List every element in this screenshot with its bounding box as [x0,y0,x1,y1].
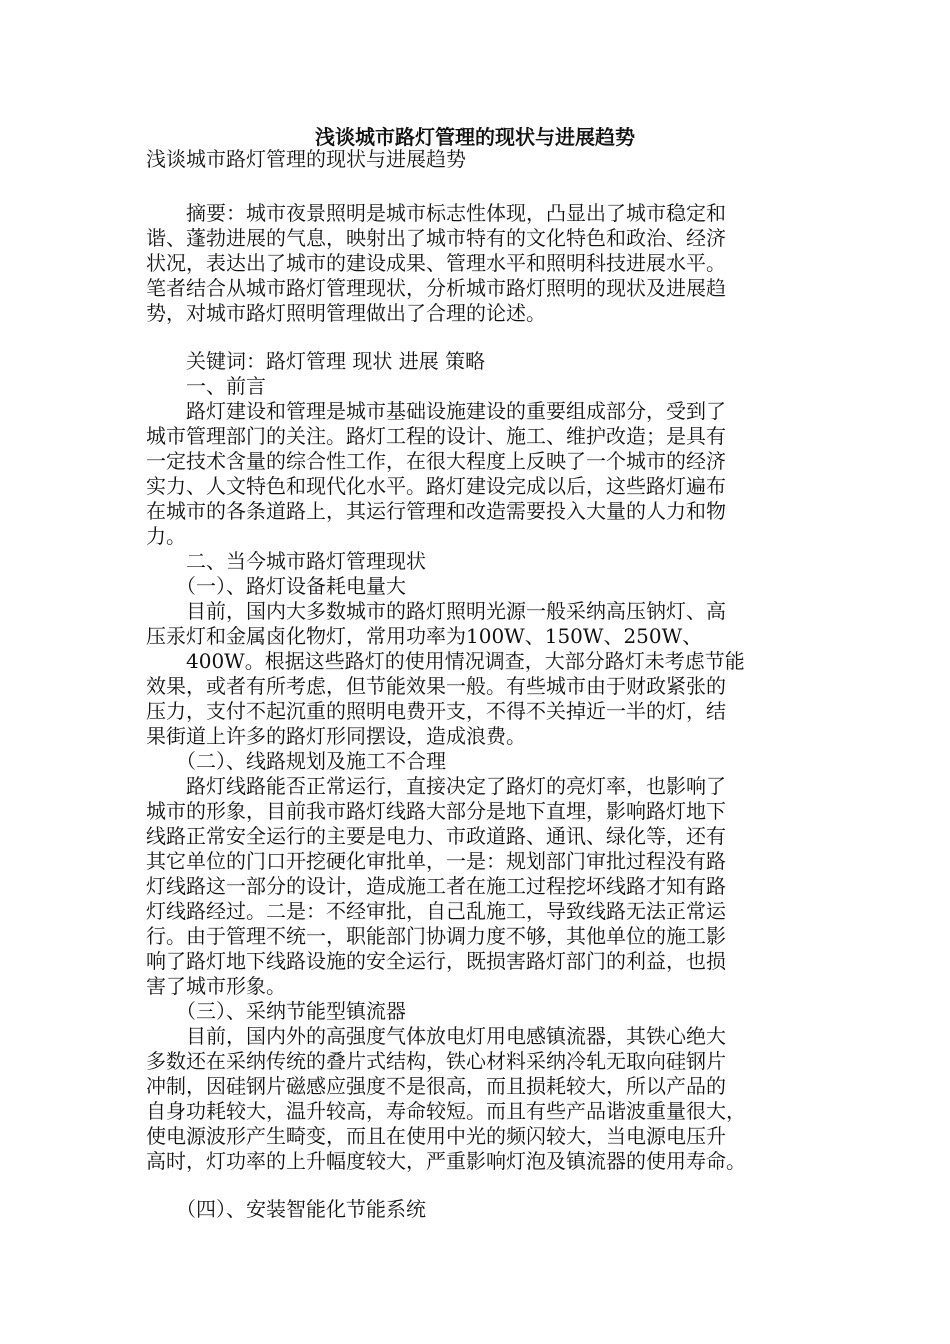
subtitle-line: 浅谈城市路灯管理的现状与进展趋势 [146,147,466,171]
subsection-heading: （四）、安装智能化节能系统 [146,1197,426,1221]
keywords-line: 关键词：路灯管理 现状 进展 策略 [146,349,486,373]
paragraph-line: 压力，支付不起沉重的照明电费开支，不得不关掉近一半的灯，结 [146,699,726,723]
paragraph-line: 目前，国内大多数城市的路灯照明光源一般采纳高压钠灯、高 [146,599,726,623]
paragraph-line: 灯线路这一部分的设计，造成施工者在施工过程挖坏线路才知有路 [146,874,726,898]
paragraph-line: 路灯建设和管理是城市基础设施建设的重要组成部分，受到了 [146,399,726,423]
abstract-line: 状况，表达出了城市的建设成果、管理水平和照明科技进展水平。 [146,251,726,275]
paragraph-line: 其它单位的门口开挖硬化审批单，一是：规划部门审批过程没有路 [146,849,726,873]
paragraph-line: 自身功耗较大，温升较高，寿命较短。而且有些产品谐波重量很大， [146,1099,746,1123]
paragraph-line: 害了城市形象。 [146,974,286,998]
paragraph-line: 实力、人文特色和现代化水平。路灯建设完成以后，这些路灯遍布 [146,474,726,498]
paragraph-line: 城市的形象，目前我市路灯线路大部分是地下直埋，影响路灯地下 [146,799,726,823]
paragraph-line: 灯线路经过。二是：不经审批，自己乱施工，导致线路无法正常运 [146,899,726,923]
paragraph-line: 高时，灯功率的上升幅度较大，严重影响灯泡及镇流器的使用寿命。 [146,1149,746,1173]
subsection-heading: （二）、线路规划及施工不合理 [146,749,446,773]
paragraph-line: 一定技术含量的综合性工作，在很大程度上反映了一个城市的经济 [146,449,726,473]
paragraph-line: 行。由于管理不统一，职能部门协调力度不够，其他单位的施工影 [146,924,726,948]
abstract-line: 势，对城市路灯照明管理做出了合理的论述。 [146,301,546,325]
paragraph-line: 多数还在采纳传统的叠片式结构，铁心材料采纳冷轧无取向硅钢片 [146,1049,726,1073]
paragraph-line: 力。 [146,524,186,548]
paragraph-line: 冲制，因硅钢片磁感应强度不是很高，而且损耗较大，所以产品的 [146,1074,726,1098]
paragraph-line: 使电源波形产生畸变，而且在使用中光的频闪较大，当电源电压升 [146,1124,726,1148]
section-heading: 二、当今城市路灯管理现状 [146,549,426,573]
paragraph-line: 果街道上许多的路灯形同摆设，造成浪费。 [146,724,526,748]
paragraph-line: 效果，或者有所考虑，但节能效果一般。有些城市由于财政紧张的 [146,674,726,698]
abstract-line: 笔者结合从城市路灯管理现状，分析城市路灯照明的现状及进展趋 [146,276,726,300]
section-heading: 一、前言 [146,374,266,398]
subsection-heading: （一）、路灯设备耗电量大 [146,574,406,598]
paragraph-line: 线路正常安全运行的主要是电力、市政道路、通讯、绿化等，还有 [146,824,726,848]
paragraph-line: 400W。根据这些路灯的使用情况调查，大部分路灯未考虑节能 [146,649,745,673]
paragraph-line: 响了路灯地下线路设施的安全运行，既损害路灯部门的利益，也损 [146,949,726,973]
paragraph-line: 目前，国内外的高强度气体放电灯用电感镇流器，其铁心绝大 [146,1024,726,1048]
paragraph-line: 城市管理部门的关注。路灯工程的设计、施工、维护改造；是具有 [146,424,726,448]
paragraph-line: 在城市的各条道路上，其运行管理和改造需要投入大量的人力和物 [146,499,726,523]
paragraph-line: 路灯线路能否正常运行，直接决定了路灯的亮灯率，也影响了 [146,774,726,798]
subsection-heading: （三）、采纳节能型镇流器 [146,999,406,1023]
abstract-line: 谐、蓬勃进展的气息，映射出了城市特有的文化特色和政治、经济 [146,226,726,250]
document-title: 浅谈城市路灯管理的现状与进展趋势 [315,125,635,149]
abstract-line: 摘要：城市夜景照明是城市标志性体现，凸显出了城市稳定和 [146,201,726,225]
paragraph-line: 压汞灯和金属卤化物灯，常用功率为100W、150W、250W、 [146,624,703,648]
